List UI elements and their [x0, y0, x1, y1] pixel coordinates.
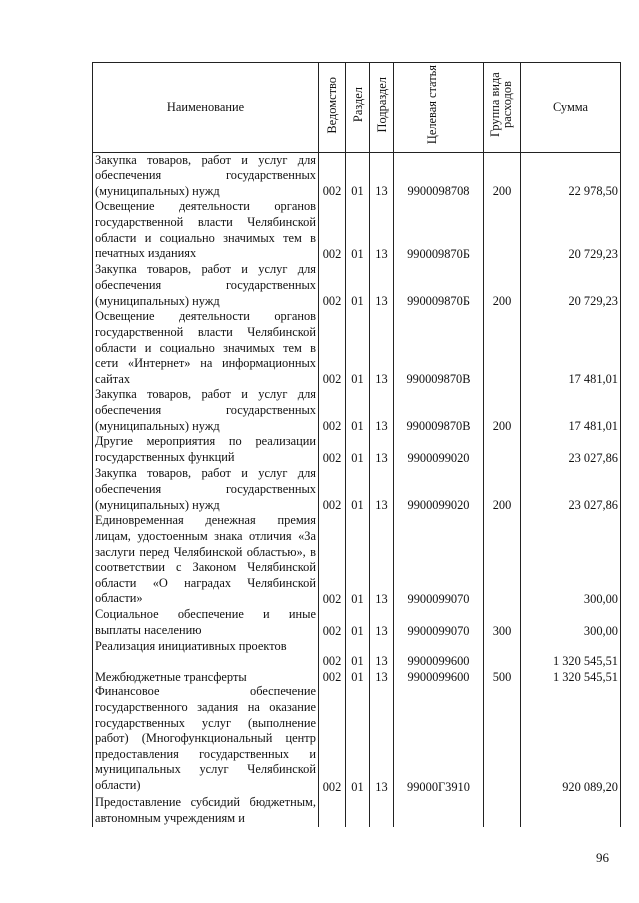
row-sum: 23 027,86	[521, 434, 621, 466]
page-number: 96	[596, 850, 609, 865]
row-target: 9900098708	[394, 152, 484, 199]
row-section: 01	[346, 262, 370, 309]
row-sum: 300,00	[521, 513, 621, 607]
table-row	[93, 262, 621, 309]
row-subsection: 13	[370, 262, 394, 309]
table-row	[93, 671, 621, 684]
row-subsection: 13	[370, 639, 394, 671]
row-sum: 23 027,86	[521, 466, 621, 513]
row-name: Реализация инициативных проектов	[93, 639, 319, 671]
row-dept: 002	[319, 513, 346, 607]
row-sum	[521, 795, 621, 827]
header-section: Раздел	[346, 63, 370, 153]
table-header-row	[93, 63, 621, 153]
row-section: 01	[346, 387, 370, 434]
row-target: 9900099020	[394, 466, 484, 513]
row-target: 9900099070	[394, 513, 484, 607]
row-target: 990009870В	[394, 387, 484, 434]
row-sum: 1 320 545,51	[521, 639, 621, 671]
row-section	[346, 795, 370, 827]
row-section: 01	[346, 513, 370, 607]
row-dept: 002	[319, 387, 346, 434]
table-row	[93, 684, 621, 795]
table-row	[93, 152, 621, 199]
row-name: Единовременная денежная премия лицам, удостоенным знака отличия «За заслуги перед Челябинской областью», в соответствии с Законом Челябинской области «О наградах Челябинской области»	[93, 513, 319, 607]
header-target: Целевая статья	[394, 63, 484, 153]
row-sum: 17 481,01	[521, 387, 621, 434]
row-group: 200	[484, 262, 521, 309]
row-dept: 002	[319, 434, 346, 466]
row-subsection: 13	[370, 513, 394, 607]
row-target: 990009870В	[394, 309, 484, 387]
table-row	[93, 309, 621, 387]
row-name: Финансовое обеспечение государственного задания на оказание государственных услуг (выполнение работ) (Многофункциональный центр предоставления государственных и муниципальных услуг Челябинской области)	[93, 684, 319, 795]
row-subsection: 13	[370, 671, 394, 684]
row-section: 01	[346, 684, 370, 795]
row-subsection: 13	[370, 684, 394, 795]
row-subsection	[370, 795, 394, 827]
row-sum: 920 089,20	[521, 684, 621, 795]
table-row	[93, 387, 621, 434]
row-section: 01	[346, 639, 370, 671]
row-target: 9900099070	[394, 607, 484, 639]
row-name: Закупка товаров, работ и услуг для обеспечения государственных (муниципальных) нужд	[93, 262, 319, 309]
header-group: Группа вида расходов	[484, 63, 521, 153]
row-sum: 20 729,23	[521, 199, 621, 262]
row-dept: 002	[319, 466, 346, 513]
row-name: Межбюджетные трансферты	[93, 671, 319, 684]
table-row	[93, 639, 621, 671]
row-subsection: 13	[370, 434, 394, 466]
table-row	[93, 795, 621, 827]
row-target: 9900099600	[394, 671, 484, 684]
row-name: Социальное обеспечение и иные выплаты населению	[93, 607, 319, 639]
row-dept: 002	[319, 684, 346, 795]
row-subsection: 13	[370, 387, 394, 434]
table-row	[93, 513, 621, 607]
row-section: 01	[346, 607, 370, 639]
row-dept: 002	[319, 309, 346, 387]
header-dept: Ведомство	[319, 63, 346, 153]
row-group: 200	[484, 466, 521, 513]
budget-table	[92, 62, 621, 827]
row-group: 500	[484, 671, 521, 684]
row-subsection: 13	[370, 199, 394, 262]
row-dept: 002	[319, 639, 346, 671]
row-group	[484, 684, 521, 795]
header-subsection: Подраздел	[370, 63, 394, 153]
header-sum: Сумма	[521, 63, 621, 153]
row-dept	[319, 795, 346, 827]
row-target: 990009870Б	[394, 199, 484, 262]
row-subsection: 13	[370, 152, 394, 199]
header-name: Наименование	[93, 63, 319, 153]
row-group	[484, 639, 521, 671]
row-section: 01	[346, 152, 370, 199]
row-subsection: 13	[370, 466, 394, 513]
row-group	[484, 434, 521, 466]
row-sum: 1 320 545,51	[521, 671, 621, 684]
row-section: 01	[346, 671, 370, 684]
row-group: 200	[484, 152, 521, 199]
table-row	[93, 466, 621, 513]
table-row	[93, 607, 621, 639]
row-name: Предоставление субсидий бюджетным, автономным учреждениям и	[93, 795, 319, 827]
row-sum: 17 481,01	[521, 309, 621, 387]
row-dept: 002	[319, 671, 346, 684]
row-name: Освещение деятельности органов государственной власти Челябинской области и социально значимых тем в сети «Интернет» на информационных сайтах	[93, 309, 319, 387]
row-target: 99000Г3910	[394, 684, 484, 795]
row-dept: 002	[319, 262, 346, 309]
row-target: 9900099020	[394, 434, 484, 466]
row-group	[484, 199, 521, 262]
row-section: 01	[346, 466, 370, 513]
row-group	[484, 513, 521, 607]
row-section: 01	[346, 199, 370, 262]
row-sum: 20 729,23	[521, 262, 621, 309]
row-target	[394, 795, 484, 827]
row-dept: 002	[319, 152, 346, 199]
row-group: 300	[484, 607, 521, 639]
row-group	[484, 309, 521, 387]
row-dept: 002	[319, 199, 346, 262]
row-name: Закупка товаров, работ и услуг для обеспечения государственных (муниципальных) нужд	[93, 466, 319, 513]
row-section: 01	[346, 309, 370, 387]
row-section: 01	[346, 434, 370, 466]
row-name: Закупка товаров, работ и услуг для обеспечения государственных (муниципальных) нужд	[93, 152, 319, 199]
row-sum: 22 978,50	[521, 152, 621, 199]
row-subsection: 13	[370, 607, 394, 639]
row-name: Закупка товаров, работ и услуг для обеспечения государственных (муниципальных) нужд	[93, 387, 319, 434]
row-group: 200	[484, 387, 521, 434]
row-subsection: 13	[370, 309, 394, 387]
row-target: 990009870Б	[394, 262, 484, 309]
row-target: 9900099600	[394, 639, 484, 671]
row-sum: 300,00	[521, 607, 621, 639]
row-name: Освещение деятельности органов государственной власти Челябинской области и социально значимых тем в печатных изданиях	[93, 199, 319, 262]
row-group	[484, 795, 521, 827]
row-dept: 002	[319, 607, 346, 639]
row-name: Другие мероприятия по реализации государственных функций	[93, 434, 319, 466]
table-row	[93, 434, 621, 466]
table-row	[93, 199, 621, 262]
